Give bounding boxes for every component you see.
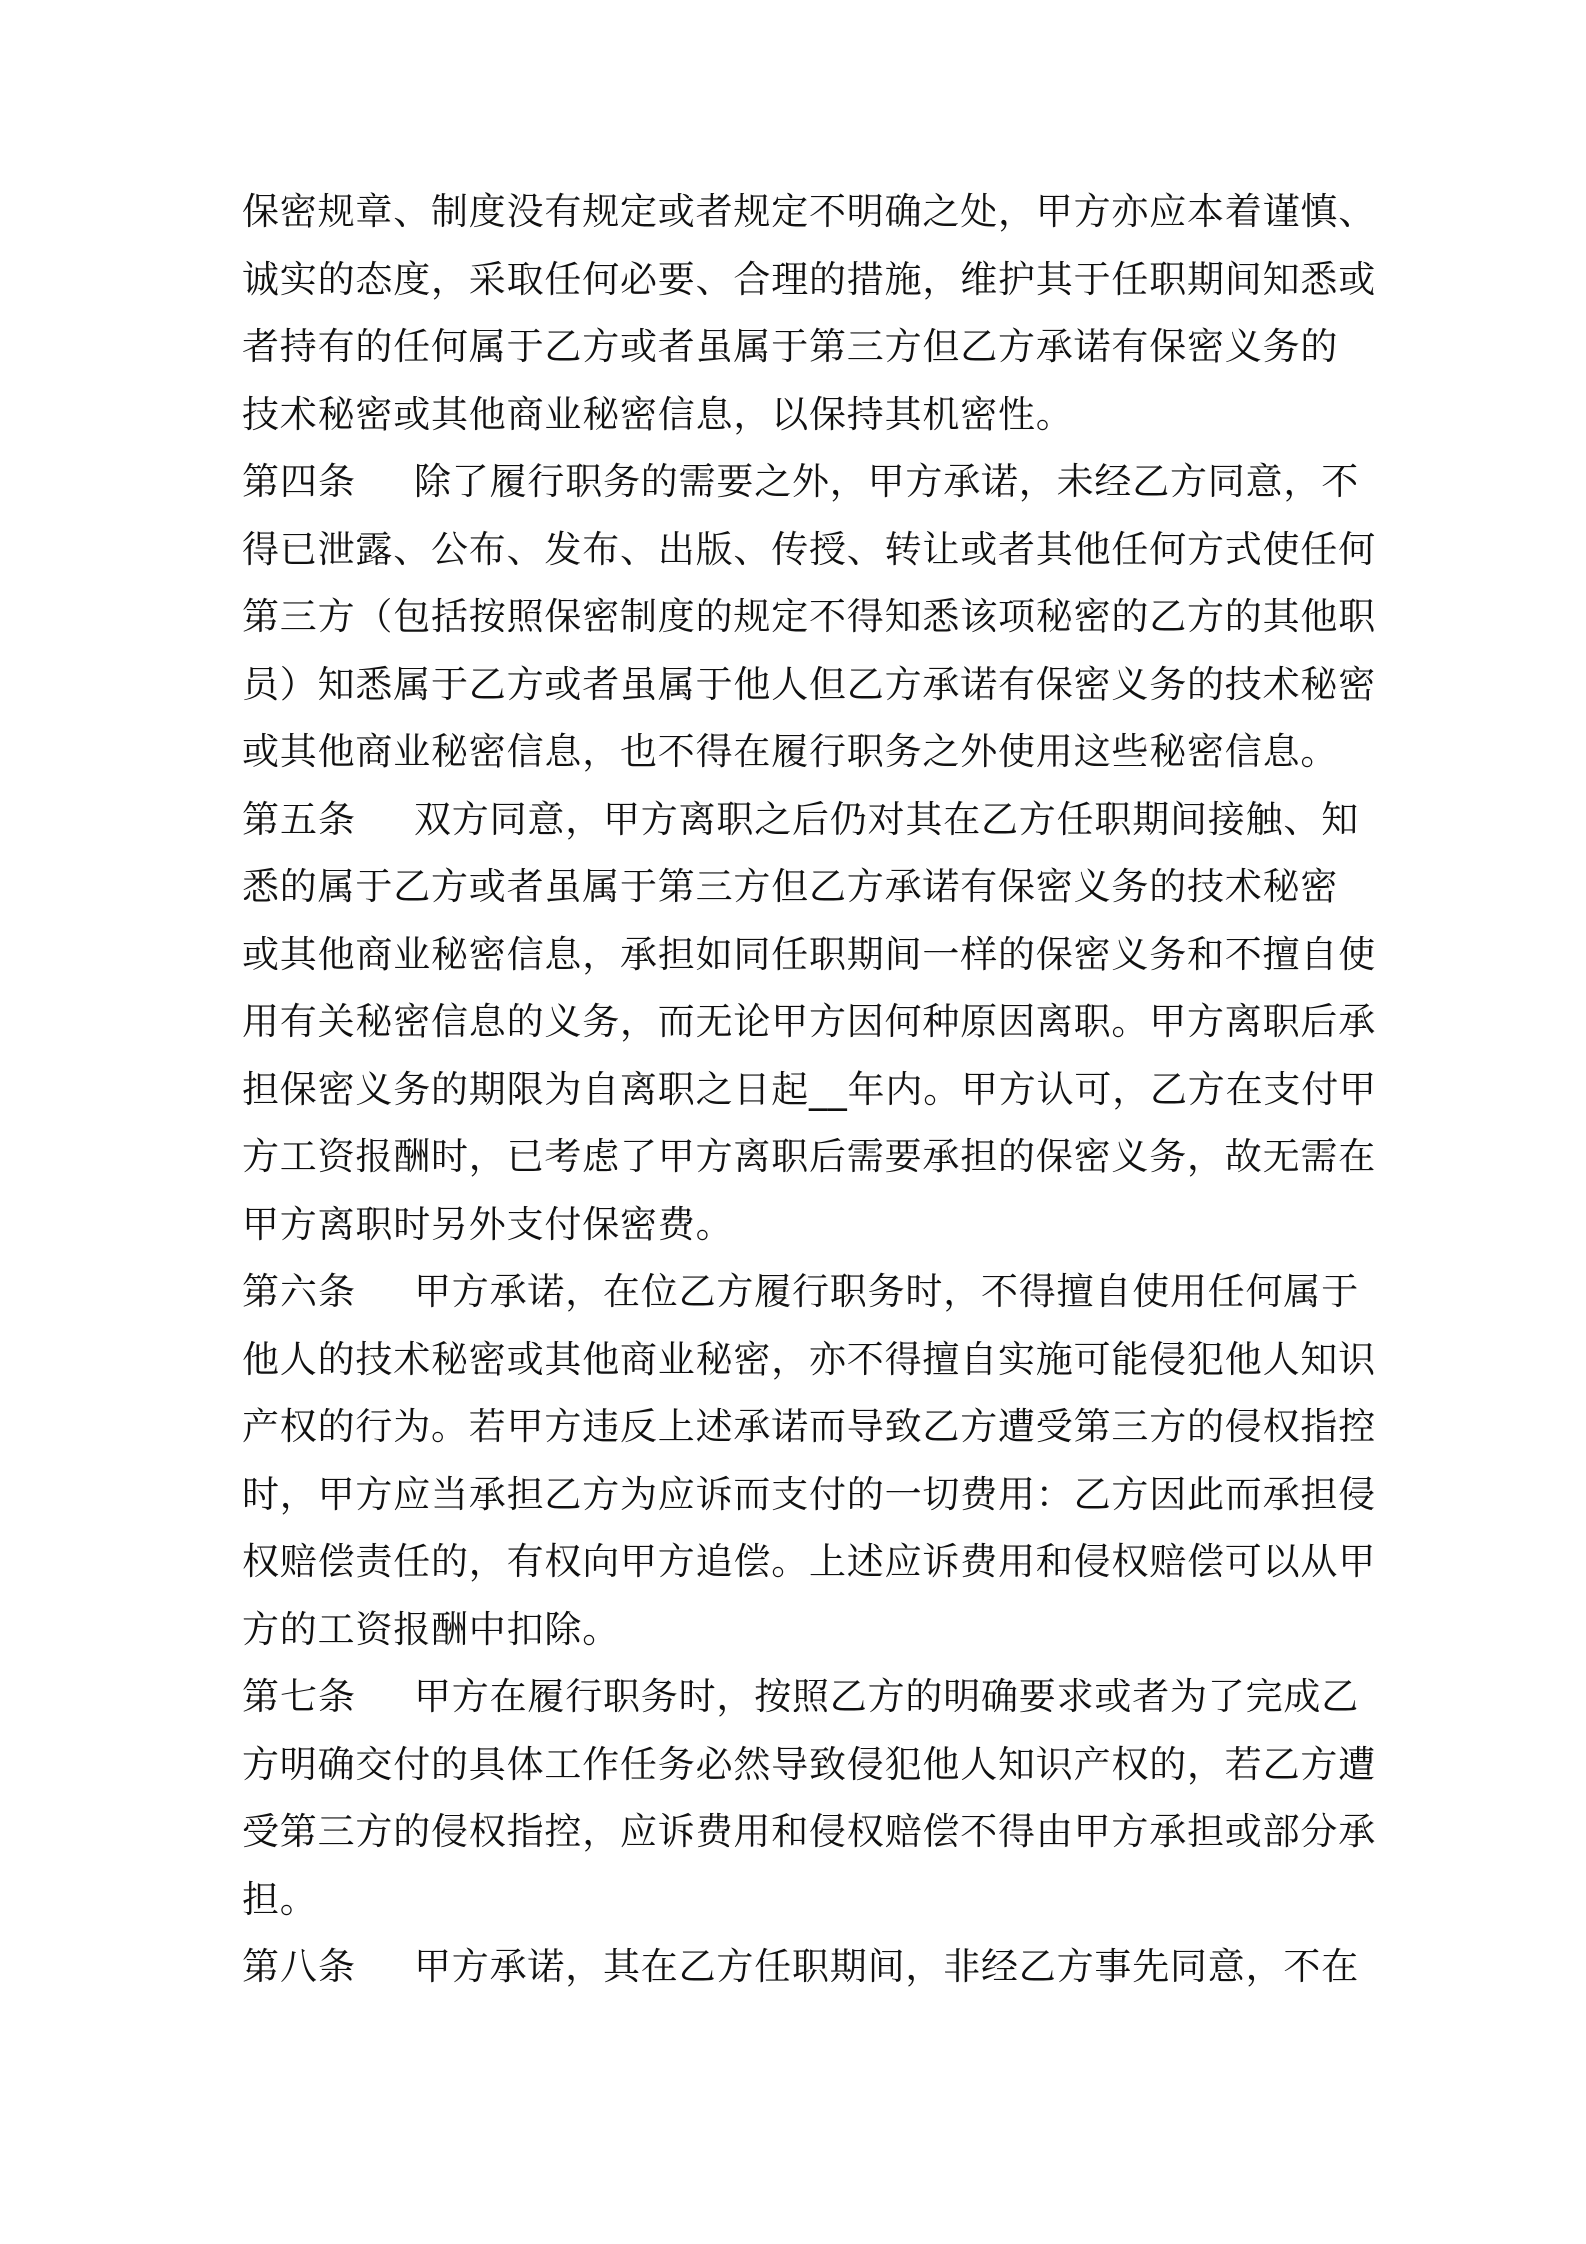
line-text: 除了履行职务的需要之外，甲方承诺，未经乙方同意，不	[414, 460, 1359, 503]
line-text: 双方同意，甲方离职之后仍对其在乙方任职期间接触、知	[414, 797, 1359, 841]
text-line	[242, 1056, 1377, 1124]
line-text: 或其他商业秘密信息，承担如同任职期间一样的保密义务和不擅自使	[242, 932, 1376, 976]
text-line	[242, 718, 1362, 786]
line-text: 甲方承诺，在位乙方履行职务时，不得擅自使用任何属于	[414, 1270, 1359, 1313]
line-text: 或其他商业秘密信息，也不得在履行职务之外使用这些秘密信息。	[242, 730, 1339, 773]
line-text: 者持有的任何属于乙方或者虽属于第三方但乙方承诺有保密义务的	[242, 325, 1339, 368]
text-line	[242, 1123, 1376, 1191]
text-line	[242, 516, 1376, 584]
line-text: 保密规章、制度没有规定或者规定不明确之处，甲方亦应本着谨慎、	[242, 190, 1376, 233]
article-8-line	[242, 1933, 1362, 2001]
text-line	[242, 313, 1362, 381]
line-text: 甲方在履行职务时，按照乙方的明确要求或者为了完成乙	[414, 1675, 1359, 1718]
article-7-line	[242, 1663, 1362, 1731]
article-6-line	[242, 1258, 1362, 1326]
text-line	[242, 1798, 1376, 1866]
text-line	[242, 1326, 1376, 1394]
line-text: 担。	[242, 1877, 318, 1921]
text-line	[242, 583, 1376, 651]
line-text: 悉的属于乙方或者虽属于第三方但乙方承诺有保密义务的技术秘密	[242, 865, 1339, 908]
article-4-label: 第四条	[242, 460, 356, 503]
line-text: 用有关秘密信息的义务，而无论甲方因何种原因离职。甲方离职后承	[242, 1000, 1376, 1043]
line-text: 担保密义务的期限为自离职之日起__年内。甲方认可，乙方在支付甲	[242, 1067, 1377, 1111]
line-text: 甲方承诺，其在乙方任职期间，非经乙方事先同意，不在	[414, 1945, 1359, 1988]
article-7-label: 第七条	[242, 1675, 356, 1718]
document-body	[242, 178, 1377, 2001]
text-line	[242, 1866, 1362, 1934]
text-line	[242, 178, 1376, 246]
text-line	[242, 1191, 1362, 1259]
text-line	[242, 1393, 1376, 1461]
article-5-line	[242, 786, 1362, 854]
line-text: 产权的行为。若甲方违反上述承诺而导致乙方遭受第三方的侵权指控	[242, 1405, 1376, 1448]
line-text: 方明确交付的具体工作任务必然导致侵犯他人知识产权的，若乙方遭	[242, 1742, 1376, 1786]
line-text: 权赔偿责任的，有权向甲方追偿。上述应诉费用和侵权赔偿可以从甲	[242, 1540, 1376, 1583]
text-line	[242, 1596, 1362, 1664]
text-line	[242, 921, 1376, 989]
text-line	[242, 1731, 1376, 1799]
line-text: 方工资报酬时，已考虑了甲方离职后需要承担的保密义务，故无需在	[242, 1135, 1376, 1178]
line-text: 技术秘密或其他商业秘密信息，以保持其机密性。	[242, 392, 1074, 436]
text-line	[242, 853, 1362, 921]
line-text: 他人的技术秘密或其他商业秘密，亦不得擅自实施可能侵犯他人知识	[242, 1337, 1376, 1381]
line-text: 员）知悉属于乙方或者虽属于他人但乙方承诺有保密义务的技术秘密	[242, 662, 1376, 706]
line-text: 甲方离职时另外支付保密费。	[242, 1202, 734, 1246]
text-line	[242, 988, 1376, 1056]
text-line	[242, 651, 1376, 719]
text-line	[242, 246, 1376, 314]
article-8-label: 第八条	[242, 1945, 356, 1988]
line-text: 时，甲方应当承担乙方为应诉而支付的一切费用：乙方因此而承担侵	[242, 1472, 1376, 1516]
line-text: 方的工资报酬中扣除。	[242, 1607, 620, 1651]
line-text: 受第三方的侵权指控，应诉费用和侵权赔偿不得由甲方承担或部分承	[242, 1810, 1376, 1853]
article-5-label: 第五条	[242, 797, 356, 841]
line-text: 诚实的态度，采取任何必要、合理的措施，维护其于任职期间知悉或	[242, 257, 1376, 301]
text-line	[242, 1461, 1376, 1529]
text-line	[242, 1528, 1376, 1596]
text-line	[242, 381, 1362, 449]
line-text: 第三方（包括按照保密制度的规定不得知悉该项秘密的乙方的其他职	[242, 595, 1376, 638]
article-4-line	[242, 448, 1362, 516]
article-6-label: 第六条	[242, 1270, 356, 1313]
line-text: 得已泄露、公布、发布、出版、传授、转让或者其他任何方式使任何	[242, 527, 1376, 571]
